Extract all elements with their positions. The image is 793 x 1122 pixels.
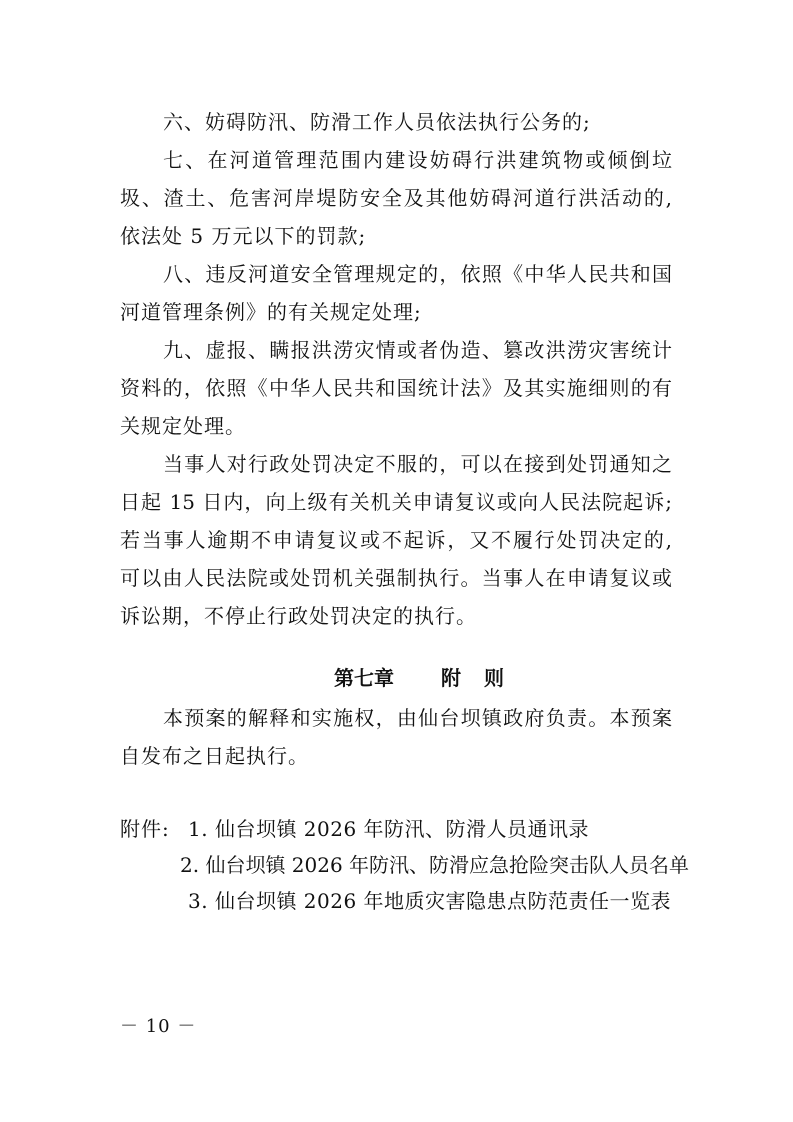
page-number: － 10 － (120, 1016, 197, 1037)
paragraph-line: 圾、渣土、危害河岸堤防安全及其他妨碍河道行洪活动的, (120, 186, 672, 210)
paragraph-line: 关规定处理。 (120, 414, 246, 438)
attachment-item: 2. 仙台坝镇 2026 年防汛、防滑应急抢险突击队人员名单 (180, 853, 690, 877)
paragraph-line: 日起 15 日内，向上级有关机关申请复议或向人民法院起诉; (120, 490, 672, 514)
attachment-item: 3. 仙台坝镇 2026 年地质灾害隐患点防范责任一览表 (188, 889, 672, 913)
paragraph-line: 依法处 5 万元以下的罚款; (120, 224, 367, 248)
attachment-item: 1. 仙台坝镇 2026 年防汛、防滑人员通讯录 (188, 817, 590, 841)
paragraph-line: 河道管理条例》的有关规定处理; (120, 300, 422, 324)
paragraph-line: 七、在河道管理范围内建设妨碍行洪建筑物或倾倒垃 (163, 148, 672, 172)
paragraph-line: 资料的，依照《中华人民共和国统计法》及其实施细则的有 (120, 376, 672, 400)
paragraph-line: 当事人对行政处罚决定不服的，可以在接到处罚通知之 (163, 452, 672, 476)
paragraph-line: 六、妨碍防汛、防滑工作人员依法执行公务的; (163, 110, 591, 134)
paragraph-line: 八、违反河道安全管理规定的，依照《中华人民共和国 (163, 262, 672, 286)
chapter-number: 第七章 (334, 666, 394, 690)
attachments-label: 附件: (120, 817, 170, 841)
paragraph-line: 诉讼期，不停止行政处罚决定的执行。 (120, 604, 477, 628)
paragraph-line: 可以由人民法院或处罚机关强制执行。当事人在申请复议或 (120, 566, 672, 590)
paragraph-line: 若当事人逾期不申请复议或不起诉，又不履行处罚决定的, (120, 528, 672, 552)
closing-paragraph-line: 自发布之日起执行。 (120, 744, 309, 768)
chapter-title: 附 则 (441, 666, 512, 690)
closing-paragraph-line: 本预案的解释和实施权，由仙台坝镇政府负责。本预案 (163, 706, 672, 730)
paragraph-line: 九、虚报、瞒报洪涝灾情或者伪造、篡改洪涝灾害统计 (163, 338, 672, 362)
